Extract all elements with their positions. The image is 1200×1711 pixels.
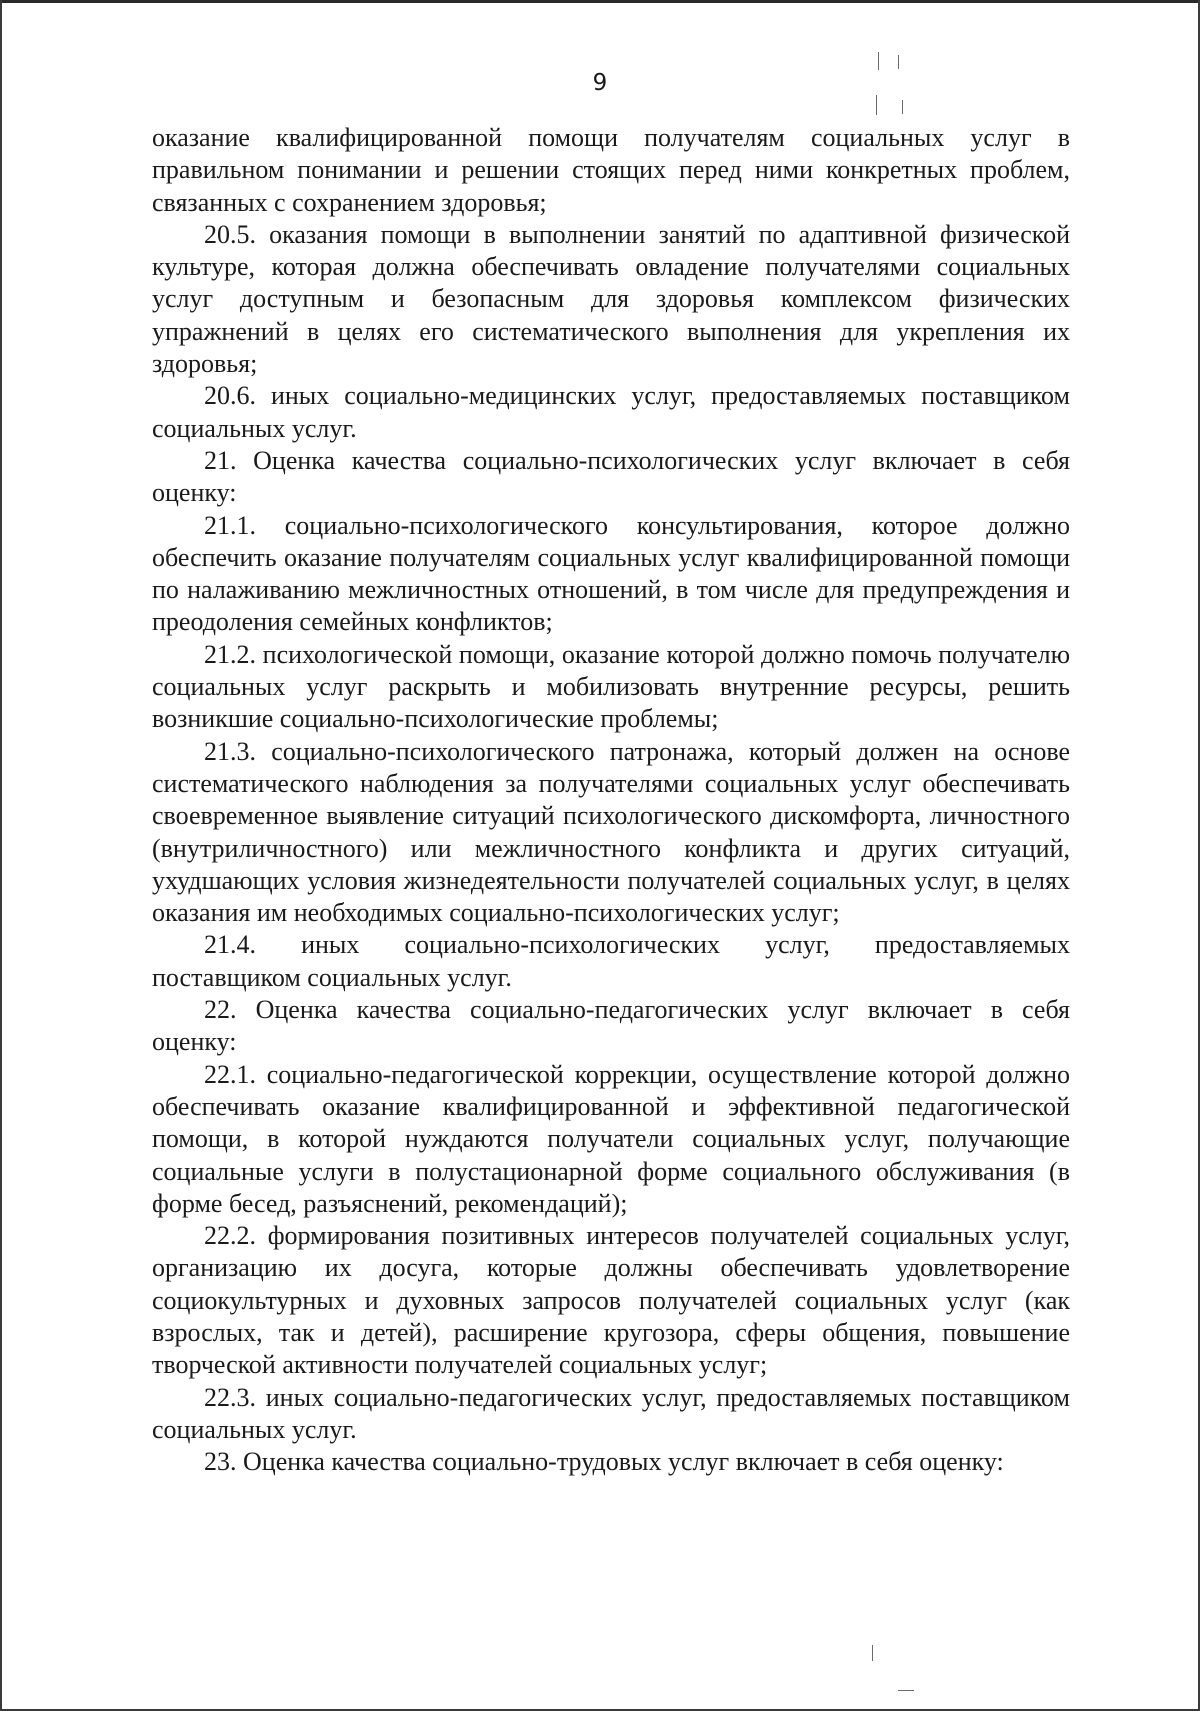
- scan-noise: [902, 100, 903, 114]
- paragraph: 21. Оценка качества социально-психологических услуг включает в себя оценку:: [152, 445, 1070, 508]
- paragraph: 21.3. социально-психологического патронажа, который должен на основе систематического наблюдения за получателями социальных услуг обеспечивать своевременное выявление ситуаций психологического дискомфорта, личностного (внутриличностного) или межличностного конфликта и других ситуаций, ухудшающих условия жизнедеятельности получателей социальных услуг, в целях оказания им необходимых социально-психологических услуг;: [152, 736, 1070, 928]
- scan-noise: [876, 95, 877, 115]
- paragraph: 21.2. психологической помощи, оказание которой должно помочь получателю социальных услуг раскрыть и мобилизовать внутренние ресурсы, решить возникшие социально-психологические проблемы;: [152, 639, 1070, 734]
- scan-noise: [898, 55, 899, 69]
- paragraph: 20.6. иных социально-медицинских услуг, предоставляемых поставщиком социальных услуг.: [152, 381, 1070, 443]
- paragraph: 21.4. иных социально-психологических услуг, предоставляемых поставщиком социальных услуг.: [152, 930, 1070, 992]
- paragraph: 22.2. формирования позитивных интересов получателей социальных услуг, организацию их досуга, которые должны обеспечивать удовлетворение социокультурных и духовных запросов получателей социальных услуг (как взрослых, так и детей), расширение кругозора, сферы общения, повышение творческой активности получателей социальных услуг;: [152, 1221, 1070, 1380]
- paragraph: 22.3. иных социально-педагогических услуг, предоставляемых поставщиком социальных услуг.: [152, 1382, 1070, 1444]
- paragraph: 20.5. оказания помощи в выполнении занятий по адаптивной физической культуре, которая должна обеспечивать овладение получателями социальных услуг доступным и безопасным для здоровья комплексом физических упражнений в целях его систематического выполнения для укрепления их здоровья;: [152, 219, 1070, 379]
- paragraph: 23. Оценка качества социально-трудовых услуг включает в себя оценку:: [204, 1447, 1004, 1477]
- scan-edge-left: [0, 0, 2, 1711]
- page-number: 9: [592, 70, 608, 96]
- paragraph: 22.1. социально-педагогической коррекции, осуществление которой должно обеспечивать оказание квалифицированной и эффективной педагогической помощи, в которой нуждаются получатели социальных услуг, получающие социальные услуги в полустационарной форме социального обслуживания (в форме бесед, разъяснений, рекомендаций);: [152, 1059, 1070, 1218]
- scan-edge-top: [0, 0, 1200, 3]
- scan-noise: [898, 1690, 914, 1691]
- document-body: [152, 122, 1070, 1478]
- paragraph: 21.1. социально-психологического консультирования, которое должно обеспечить оказание получателям социальных услуг квалифицированной помощи по налаживанию межличностных отношений, в том числе для предупреждения и преодоления семейных конфликтов;: [152, 510, 1070, 637]
- scan-noise: [878, 52, 879, 70]
- scan-noise: [872, 1645, 873, 1661]
- paragraph: оказание квалифицированной помощи получателям социальных услуг в правильном понимании и решении стоящих перед ними конкретных проблем, связанных с сохранением здоровья;: [152, 123, 1070, 217]
- paragraph: 22. Оценка качества социально-педагогических услуг включает в себя оценку:: [152, 995, 1070, 1057]
